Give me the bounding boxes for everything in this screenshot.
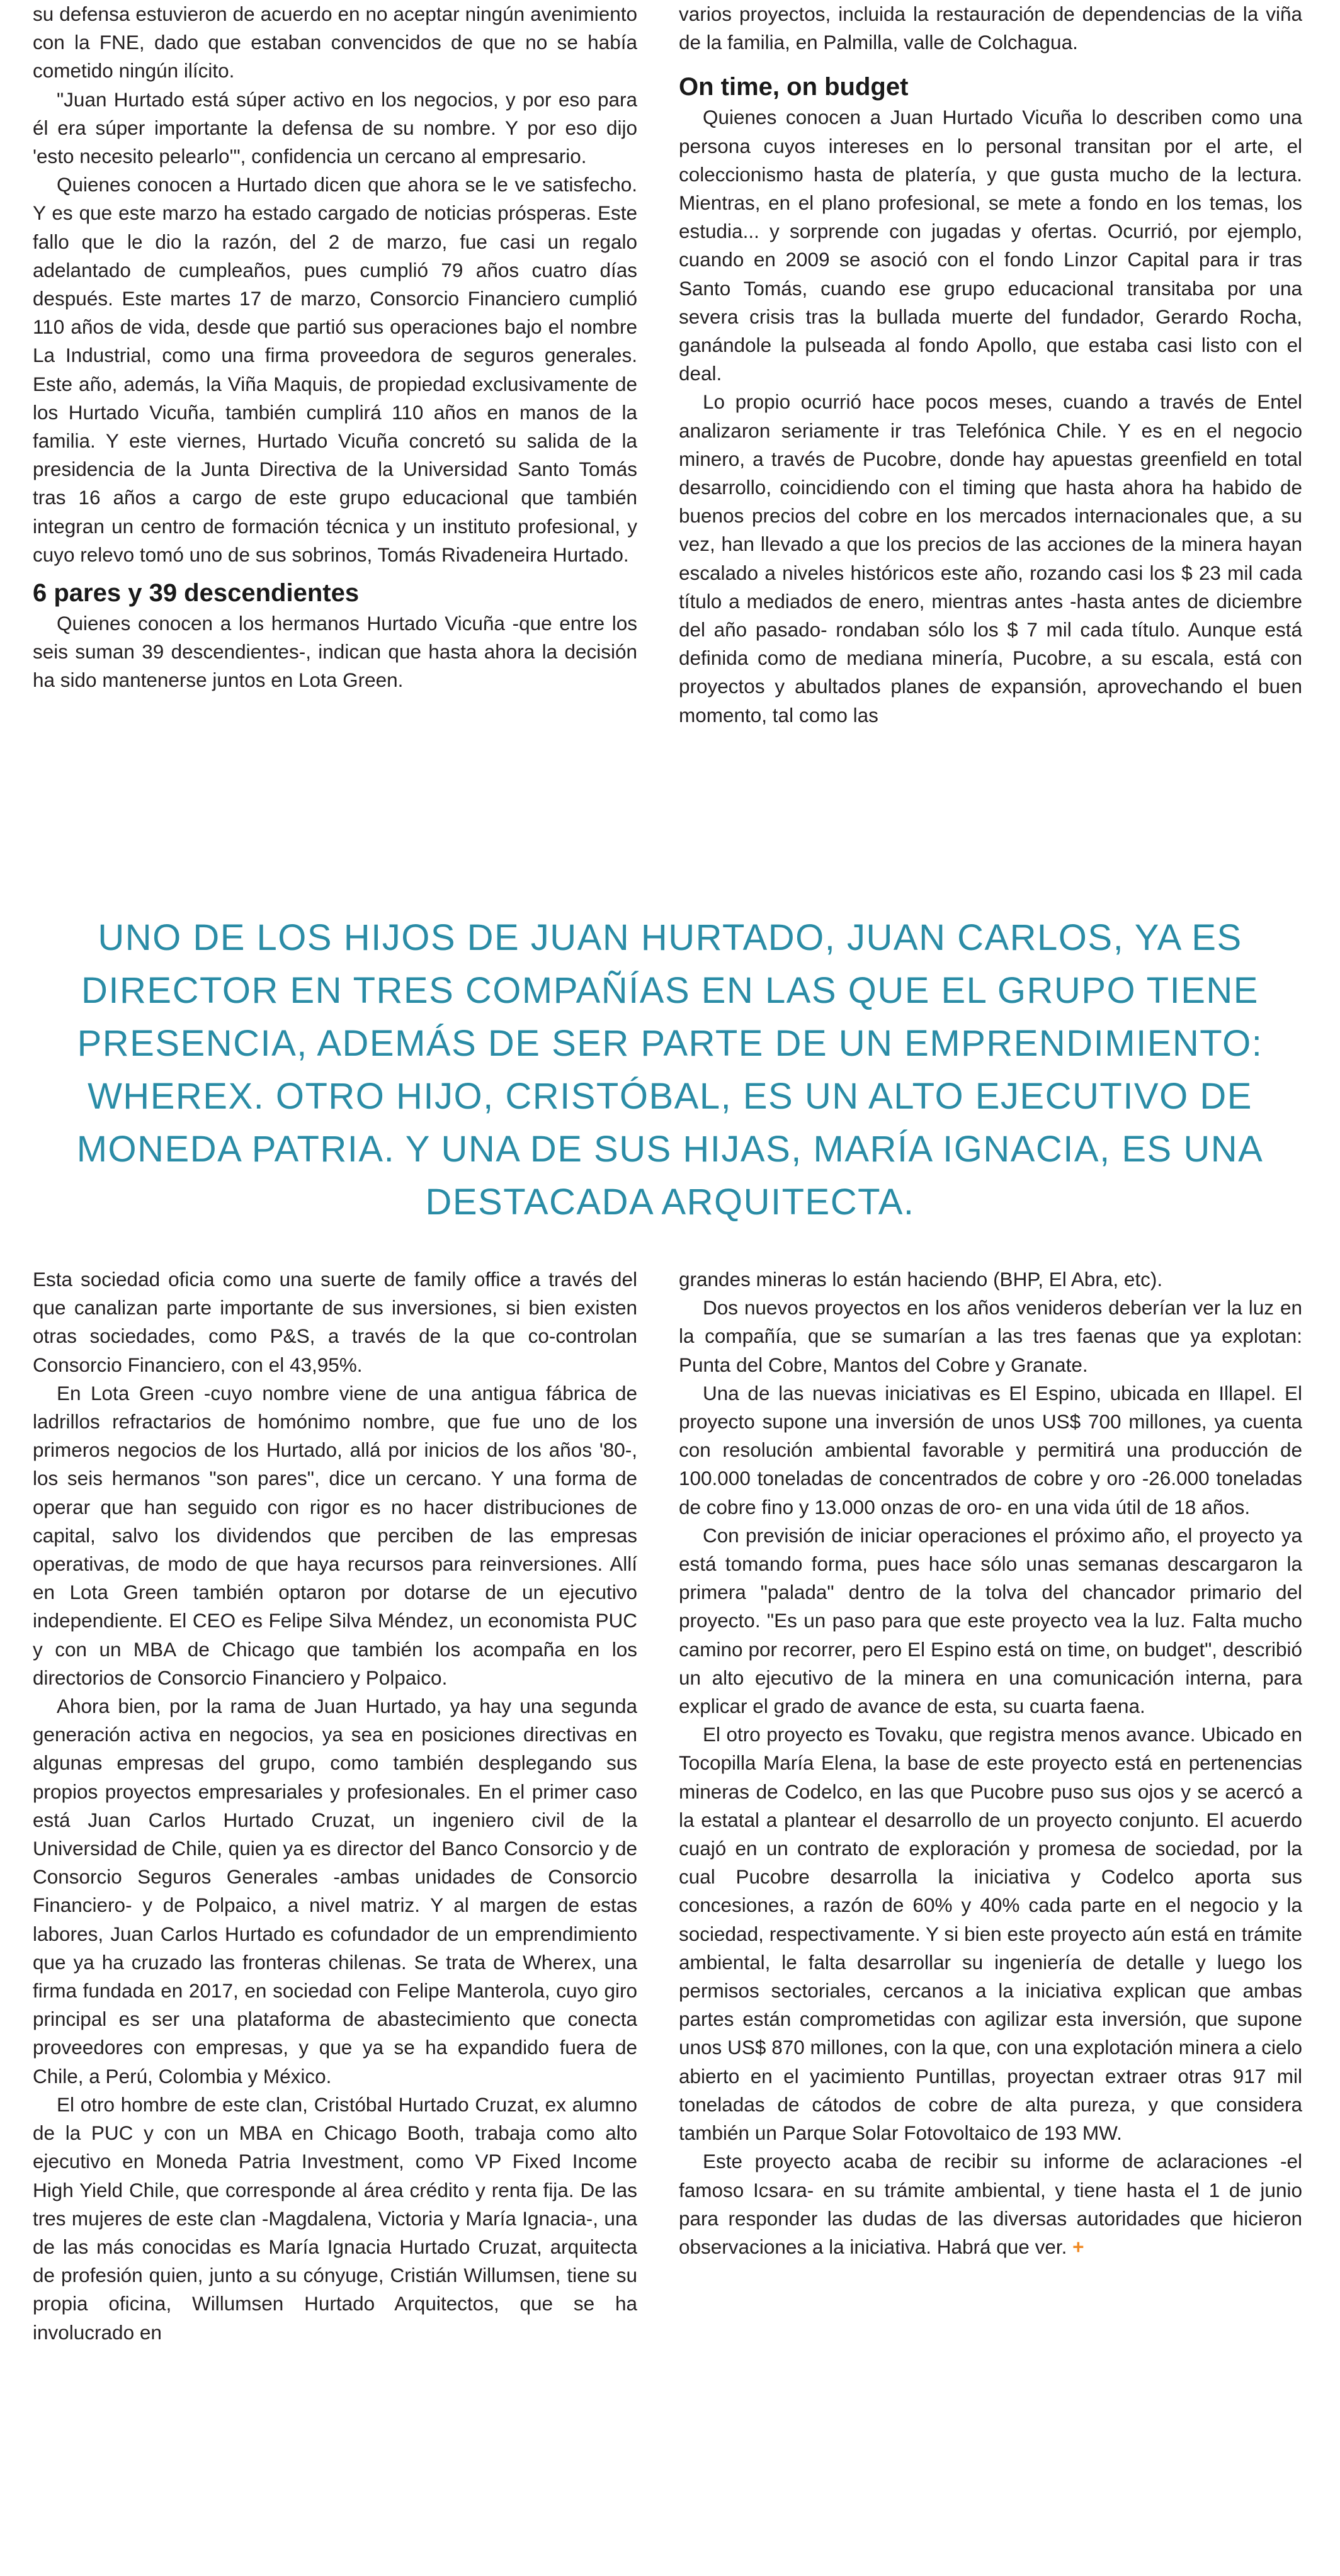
- last-paragraph: [679, 2147, 1302, 2261]
- top-left-column: [33, 0, 637, 695]
- paragraph: varios proyectos, incluida la restauración de dependencias de la viña de la familia, en Palmilla, valle de Colchagua.: [679, 3, 1302, 54]
- paragraph: Una de las nuevas iniciativas es El Espino, ubicada en Illapel. El proyecto supone una inversión de unos US$ 700 millones, ya cuenta con resolución ambiental favorable y permitirá una producción de 100.000 toneladas de concentrados de cobre y oro -26.000 toneladas de cobre fino y 13.000 onzas de oro- en una vida útil de 18 años.: [679, 1381, 1302, 1518]
- paragraph: grandes mineras lo están haciendo (BHP, El Abra, etc).: [679, 1268, 1163, 1291]
- paragraph: "Juan Hurtado está súper activo en los negocios, y por eso para él era súper importante la defensa de su nombre. Y por eso dijo 'esto necesito pelearlo'", confidencia un cercano al empresario.: [33, 88, 637, 168]
- paragraph: Quienes conocen a Hurtado dicen que ahora se le ve satisfecho. Y es que este marzo ha estado cargado de noticias prósperas. Este fallo que le dio la razón, del 2 de marzo, fue casi un regalo adelantado de cumpleaños, pues cumplió 79 años cuatro días después. Este martes 17 de marzo, Consorcio Financiero cumplió 110 años de vida, desde que partió sus operaciones bajo el nombre La Industrial, como una firma proveedora de seguros generales. Este año, además, la Viña Maquis, de propiedad exclusivamente de los Hurtado Vicuña, también cumplirá 110 años en manos de la familia. Y este viernes, Hurtado Vicuña concretó su salida de la presidencia de la Junta Directiva de la Universidad Santo Tomás tras 16 años a cargo de este grupo educacional que también integran un centro de formación técnica y un instituto profesional, y cuyo relevo tomó uno de sus sobrinos, Tomás Rivadeneira Hurtado.: [33, 173, 637, 566]
- section-heading: On time, on budget: [679, 73, 909, 101]
- top-right-column: [679, 0, 1302, 730]
- pull-quote: UNO DE LOS HIJOS DE JUAN HURTADO, JUAN CARLOS, YA ES DIRECTOR EN TRES COMPAÑÍAS EN LAS QUE EL GRUPO TIENE PRESENCIA, ADEMÁS DE SER PARTE DE UN EMPRENDIMIENTO: WHEREX. OTRO HIJO, CRISTÓBAL, ES UN ALTO EJECUTIVO DE MONEDA PATRIA. Y UNA DE SUS HIJAS, MARÍA IGNACIA, ES UNA DESTACADA ARQUITECTA.: [76, 917, 1264, 1223]
- paragraph: El otro hombre de este clan, Cristóbal Hurtado Cruzat, ex alumno de la PUC y con un MBA en Chicago Booth, trabaja como alto ejecutivo en Moneda Patria Investment, como VP Fixed Income High Yield Chile, que corresponde al área crédito y renta fija. De las tres mujeres de este clan -Magdalena, Victoria y María Ignacia-, una de las más conocidas es María Ignacia Hurtado Cruzat, arquitecta de profesión quien, junto a su cónyuge, Cristián Willumsen, tiene su propia oficina, Willumsen Hurtado Arquitectos, que se ha involucrado en: [33, 2093, 637, 2344]
- paragraph: El otro proyecto es Tovaku, que registra menos avance. Ubicado en Tocopilla María Elena, la base de este proyecto está en pertenencias mineras de Codelco, en las que Pucobre puso sus ojos y se acercó a la estatal a plantear el desarrollo de un proyecto conjunto. El acuerdo cuajó en un contrato de exploración y promesa de sociedad, por la cual Pucobre desarrolla la iniciativa y Codelco aporta sus concesiones, a razón de 60% y 40% cada parte en el negocio y la sociedad, respectivamente. Y si bien este proyecto aún está en trámite ambiental, le falta desarrollar su ingeniería de detalle y luego los permisos sectoriales, cercanos a la iniciativa explican que ambas partes están comprometidas con agilizar esta inversión, que supone unos US$ 870 millones, con la que, con una explotación minera a cielo abierto en el yacimiento Puntillas, proyectan extraer otras 917 mil toneladas de cátodos de cobre de alta pureza, y que considera también un Parque Solar Fotovoltaico de 193 MW.: [679, 1723, 1302, 2145]
- bottom-right-column: [679, 1265, 1302, 2261]
- paragraph: Esta sociedad oficia como una suerte de family office a través del que canalizan parte importante de sus inversiones, si bien existen otras sociedades, como P&S, a través de la que co-controlan Consorcio Financiero, con el 43,95%.: [33, 1268, 637, 1376]
- paragraph: Ahora bien, por la rama de Juan Hurtado, ya hay una segunda generación activa en negocios, ya sea en posiciones directivas en algunas empresas del grupo, como también desplegando sus propios proyectos empresariales y profesionales. En el primer caso está Juan Carlos Hurtado Cruzat, un ingeniero civil de la Universidad de Chile, quien ya es director del Banco Consorcio y de Consorcio Seguros Generales -ambas unidades de Consorcio Financiero- y de Polpaico, a nivel matriz. Y al margen de estas labores, Juan Carlos Hurtado es cofundador de un emprendimiento que ya ha cruzado las fronteras chilenas. Se trata de Wherex, una firma fundada en 2017, en sociedad con Felipe Manterola, cuyo giro principal es ser una plataforma de abastecimiento que conecta proveedores con empresas, y que ya se ha expandido fuera de Chile, a Perú, Colombia y México.: [33, 1695, 637, 2087]
- paragraph: Con previsión de iniciar operaciones el próximo año, el proyecto ya está tomando forma, pues hace sólo unas semanas descargaron la primera "palada" dentro de la tolva del chancador primario del proyecto. "Es un paso para que este proyecto vea la luz. Falta mucho camino por recorrer, pero El Espino está on time, on budget", describió un alto ejecutivo de la minera en una comunicación interna, para explicar el grado de avance de esta, su cuarta faena.: [679, 1523, 1302, 1718]
- section-heading: 6 pares y 39 descendientes: [33, 579, 360, 607]
- paragraph: Lo propio ocurrió hace pocos meses, cuando a través de Entel analizaron seriamente ir tras Telefónica Chile. Y es en el negocio minero, a través de Pucobre, donde hay apuestas greenfield en total desarrollo, coincidiendo con el timing que hasta ahora ha habido de buenos precios del cobre en los mercados internacionales que, a su vez, han llevado a que los precios de las acciones de la minera hayan escalado a niveles históricos este año, rozando casi los $ 23 mil cada título a mediados de enero, mientras antes -hasta antes de diciembre del año pasado- rondaban sólo los $ 7 mil cada título. Aunque está definida como de mediana minería, Pucobre, a su escala, está con proyectos y abultados planes de expansión, aprovechando el buen momento, tal como las: [679, 390, 1302, 726]
- end-mark-icon: +: [1072, 2235, 1084, 2258]
- paragraph: su defensa estuvieron de acuerdo en no aceptar ningún avenimiento con la FNE, dado que estaban convencidos de que no se había cometido ningún ilícito.: [33, 3, 637, 82]
- paragraph: Dos nuevos proyectos en los años venideros deberían ver la luz en la compañía, que se sumarían a las tres faenas que ya explotan: Punta del Cobre, Mantos del Cobre y Granate.: [679, 1296, 1302, 1376]
- paragraph: Quienes conocen a los hermanos Hurtado Vicuña -que entre los seis suman 39 descendientes-, indican que hasta ahora la decisión ha sido mantenerse juntos en Lota Green.: [33, 612, 637, 692]
- paragraph-text: Este proyecto acaba de recibir su informe de aclaraciones -el famoso Icsara- en su trámite ambiental, y tiene hasta el 1 de junio para responder las dudas de las diversas autoridades que hicieron observaciones a la iniciativa. Habrá que ver.: [679, 2150, 1302, 2258]
- bottom-left-column: [33, 1265, 637, 2347]
- paragraph: En Lota Green -cuyo nombre viene de una antigua fábrica de ladrillos refractarios de homónimo nombre, que fue uno de los primeros negocios de los Hurtado, allá por inicios de los años '80-, los seis hermanos "son pares", dice un cercano. Y una forma de operar que han seguido con rigor es no hacer distribuciones de capital, salvo los dividendos que perciben de las empresas operativas, de modo de que haya recursos para reinversiones. Allí en Lota Green también optaron por dotarse de un ejecutivo independiente. El CEO es Felipe Silva Méndez, un economista PUC y con un MBA de Chicago que también los acompaña en los directorios de Consorcio Financiero y Polpaico.: [33, 1381, 637, 1689]
- paragraph: Quienes conocen a Juan Hurtado Vicuña lo describen como una persona cuyos intereses en lo personal transitan por el arte, el coleccionismo hasta de platería, y que gusta mucho de la lectura. Mientras, en el plano profesional, se mete a fondo en los temas, los estudia... y sorprende con jugadas y ofertas. Ocurrió, por ejemplo, cuando en 2009 se asoció con el fondo Linzor Capital para ir tras Santo Tomás, cuando ese grupo educacional transitaba por una severa crisis tras la bullada muerte del fundador, Gerardo Rocha, ganándole la pulseada al fondo Apollo, que estaba casi listo con el deal.: [679, 106, 1302, 385]
